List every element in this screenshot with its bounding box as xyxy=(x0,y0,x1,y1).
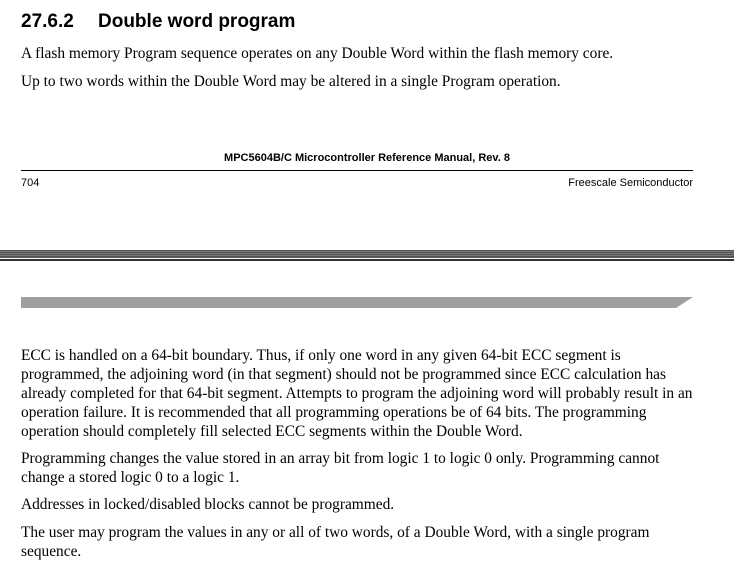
paragraph-two-words: Up to two words within the Double Word may be altered in a single Program operation. xyxy=(21,73,561,90)
page-number: 704 xyxy=(21,177,40,189)
footer-manual-title: MPC5604B/C Microcontroller Reference Manual, Rev. 8 xyxy=(224,152,510,164)
paragraph-user-program: The user may program the values in any or all of two words, of a Double Word, with a single program sequence. xyxy=(21,524,650,560)
section-heading xyxy=(21,11,295,33)
page-header-bar xyxy=(21,297,693,308)
paragraph-locked-blocks: Addresses in locked/disabled blocks cannot be programmed. xyxy=(21,496,395,513)
paragraph-ecc-boundary: ECC is handled on a 64-bit boundary. Thus, if only one word in any given 64-bit ECC segment is programmed, the adjoining word (in that segment) should not be programmed since ECC calculation has already completed for that 64-bit segment. Attempts to program the adjoining word will probably result in an operation failure. It is recommended that all programming operations be of 64 bits. The programming operation should completely fill selected ECC segments within the Double Word. xyxy=(21,347,693,440)
paragraph-program-sequence: A flash memory Program sequence operates on any Double Word within the flash memory core. xyxy=(21,45,614,62)
section-number: 27.6.2 xyxy=(21,11,74,32)
paragraph-logic-change: Programming changes the value stored in an array bit from logic 1 to logic 0 only. Programming cannot change a stored logic 0 to a logic 1. xyxy=(21,450,660,486)
section-title: Double word program xyxy=(98,11,296,32)
page-break-separator xyxy=(0,250,734,262)
footer-company: Freescale Semiconductor xyxy=(568,177,693,189)
footer-divider xyxy=(21,170,693,171)
